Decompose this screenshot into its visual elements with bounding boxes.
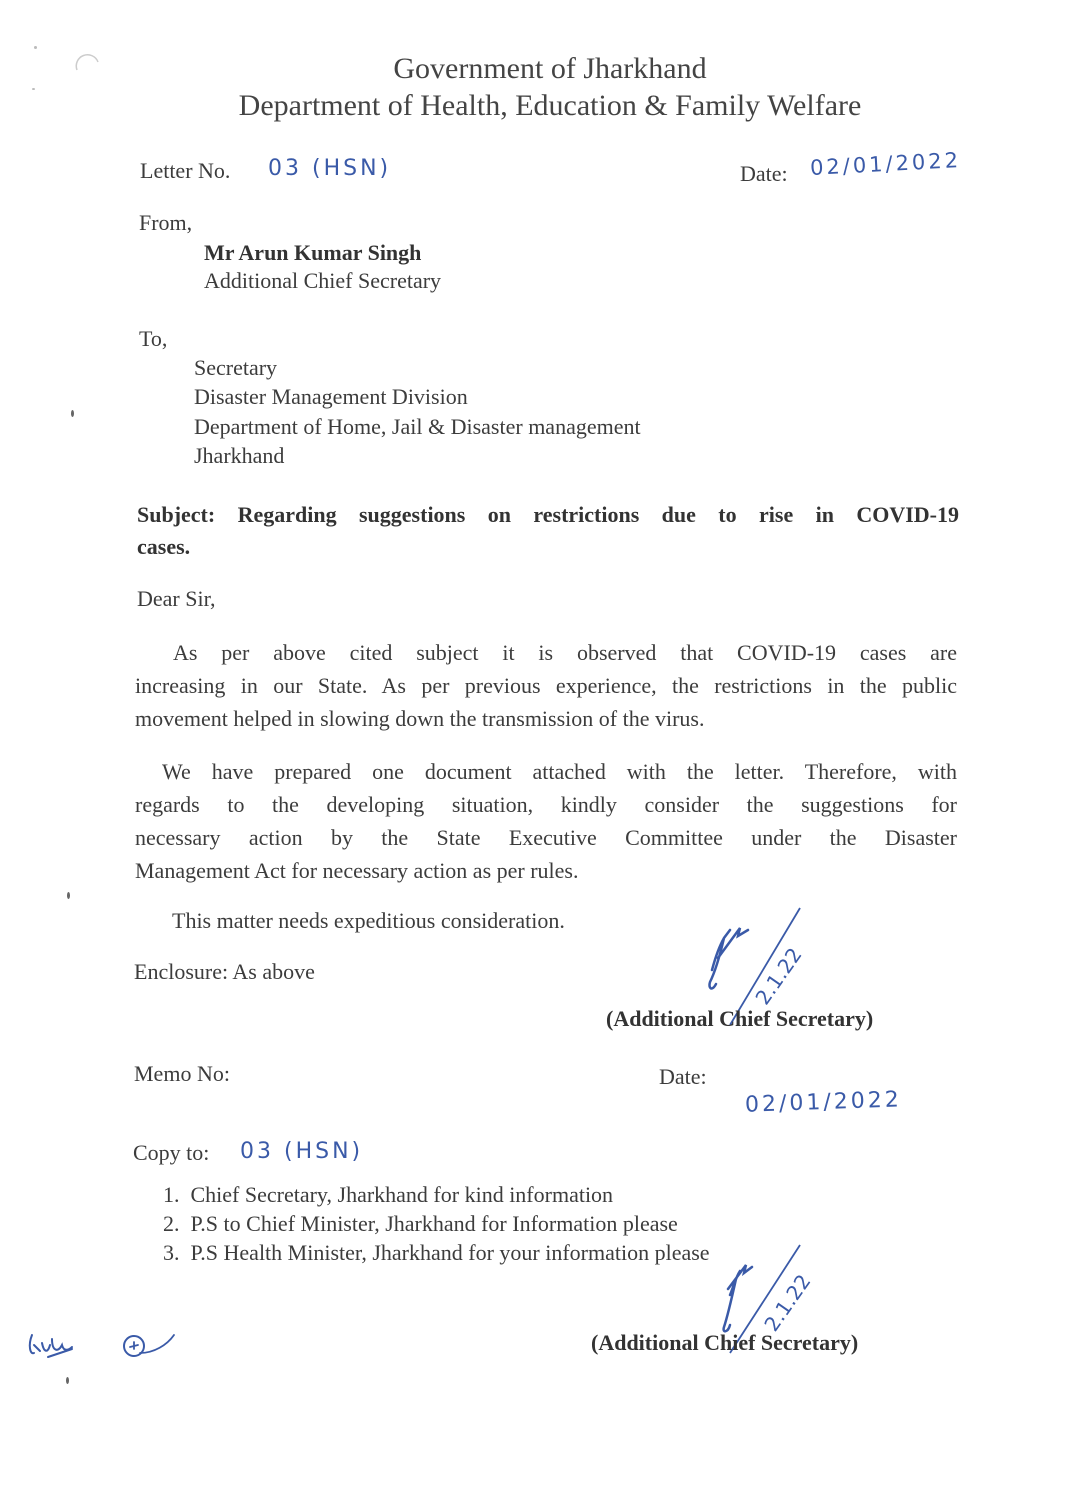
subject-line: Subject: Regarding suggestions on restrictions due to rise in COVID-19 (137, 502, 959, 527)
scan-speck (34, 46, 37, 49)
paragraph-line: Management Act for necessary action as per rules. (135, 858, 579, 883)
to-label: To, (139, 326, 168, 351)
memo-date-handwritten: 02/01/2022 (744, 1087, 903, 1118)
paragraph-line: We have prepared one document attached with the letter. Therefore, with (162, 759, 957, 784)
copy-to-label: Copy to: (133, 1140, 210, 1165)
margin-initials-icon (22, 1325, 182, 1375)
letter-number-label: Letter No. (140, 158, 231, 183)
copy-to-number-handwritten: 03 (HSN) (240, 1139, 364, 1164)
paragraph-line: regards to the developing situation, kindly consider the suggestions for (135, 792, 957, 817)
memo-date-label: Date: (659, 1064, 707, 1089)
enclosure-note: Enclosure: As above (134, 959, 315, 984)
header-department: Department of Health, Education & Family Welfare (238, 89, 862, 122)
from-label: From, (139, 210, 193, 235)
scan-speck (67, 892, 70, 899)
paragraph-line: increasing in our State. As per previous experience, the restrictions in the public (135, 673, 957, 698)
letter-number-handwritten: 03 (HSN) (268, 156, 392, 181)
svg-text:2.1.22: 2.1.22 (750, 943, 807, 1010)
signature-2-title: (Additional Chief Secretary) (591, 1330, 859, 1355)
letter-date-label: Date: (740, 161, 788, 186)
letter-date-handwritten: 02/01/2022 (809, 148, 962, 180)
body-paragraph-2 (135, 755, 957, 887)
scan-speck (71, 410, 74, 417)
scan-speck (66, 1377, 69, 1384)
header-government: Government of Jharkhand (393, 52, 707, 85)
copy-to-item: 2. P.S to Chief Minister, Jharkhand for Information please (163, 1211, 678, 1236)
to-line: Disaster Management Division (194, 384, 468, 409)
from-designation: Additional Chief Secretary (204, 268, 442, 293)
memo-number-label: Memo No: (134, 1061, 230, 1086)
paragraph-line: movement helped in slowing down the transmission of the virus. (135, 706, 705, 731)
to-line: Jharkhand (194, 443, 285, 468)
salutation: Dear Sir, (137, 586, 216, 611)
from-name: Mr Arun Kumar Singh (204, 240, 422, 265)
copy-to-item: 1. Chief Secretary, Jharkhand for kind information (163, 1182, 614, 1207)
signature-1-title: (Additional Chief Secretary) (606, 1006, 874, 1031)
copy-to-item: 3. P.S Health Minister, Jharkhand for your information please (163, 1240, 710, 1265)
subject-line-continued: cases. (137, 534, 191, 559)
svg-text:2.1.22: 2.1.22 (759, 1269, 816, 1336)
body-paragraph-1 (135, 636, 957, 735)
to-line: Secretary (194, 355, 278, 380)
paragraph-line: necessary action by the State Executive Committee under the Disaster (135, 825, 957, 850)
paragraph-line: As per above cited subject it is observed that COVID-19 cases are (173, 640, 957, 665)
body-paragraph-3: This matter needs expeditious consideration. (172, 908, 565, 933)
to-line: Department of Home, Jail & Disaster management (194, 414, 641, 439)
